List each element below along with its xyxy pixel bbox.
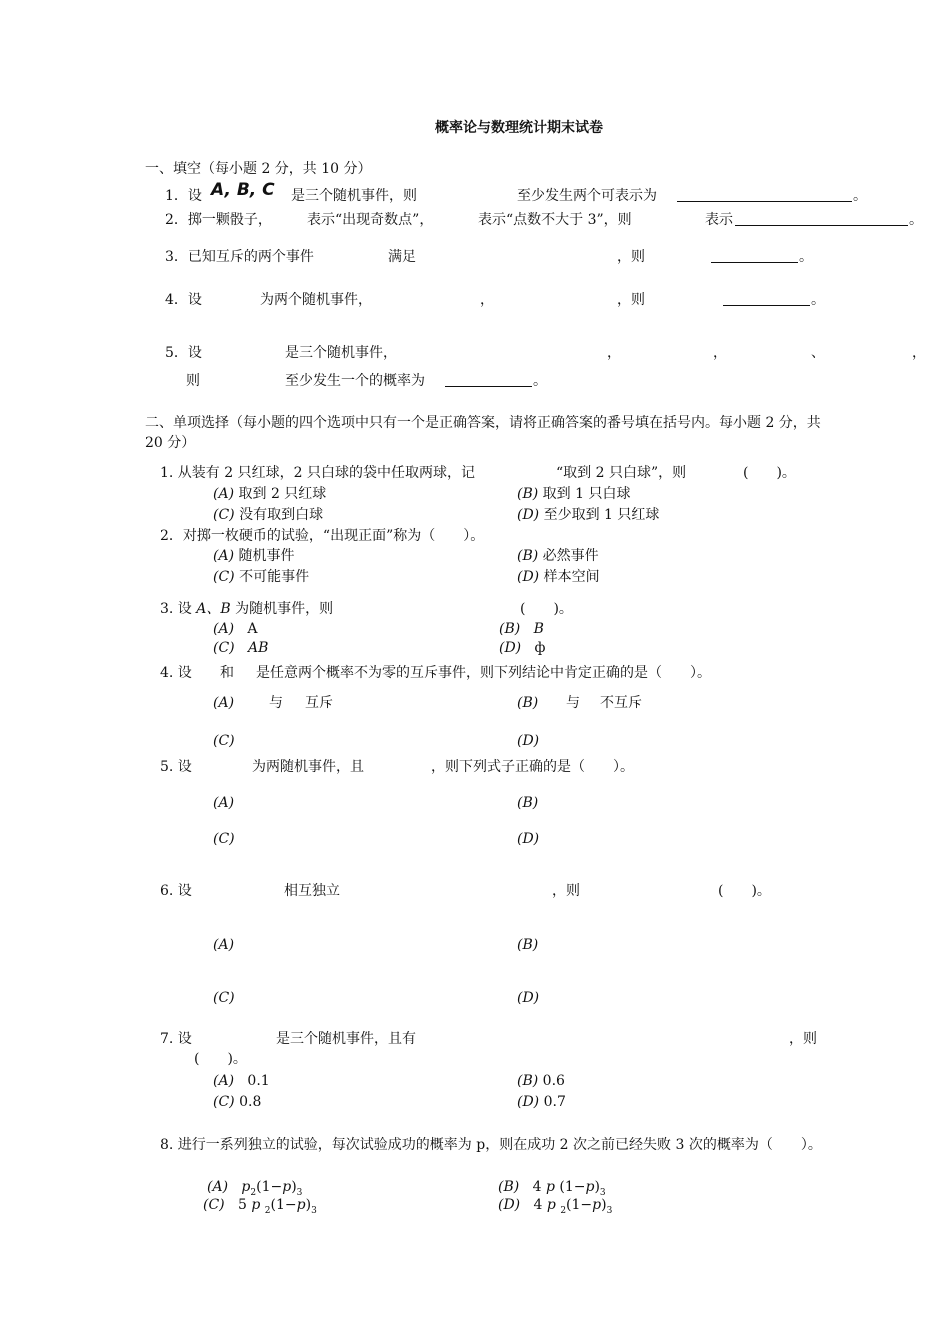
s1-q4-text-c: ，则 [617, 292, 645, 308]
s1-q5-line2-b: 至少发生一个的概率为 [285, 373, 425, 389]
s2-q4-text-a: 4. 设 [160, 665, 192, 681]
s2-q6-paren: ( )。 [718, 883, 771, 899]
s2-q4-option-b-text-b: 不互斥 [600, 695, 642, 711]
s1-q5-blank[interactable] [445, 374, 532, 387]
s1-q5-text-a: 是三个随机事件， [285, 345, 397, 361]
s2-q1-paren: ( )。 [743, 465, 796, 481]
s2-q1-option-b[interactable]: (B) 取到 1 只白球 [517, 486, 631, 502]
s2-q5-option-a[interactable]: (A) [213, 795, 235, 811]
s2-q7-option-d[interactable]: (D) 0.7 [517, 1094, 566, 1110]
s1-q3-number: 3．已知互斥的两个事件 [165, 249, 314, 265]
s2-q2-option-a[interactable]: (A) 随机事件 [213, 548, 295, 564]
s2-q8-option-d[interactable]: (D) 4 p $_2(1-p)_3$ [498, 1197, 613, 1216]
s2-q3-paren: ( )。 [520, 601, 573, 617]
s2-q4-option-c[interactable]: (C) [213, 733, 235, 749]
s1-q2-blank[interactable] [735, 213, 908, 226]
s1-q3-text-a: 满足 [388, 249, 416, 265]
s2-q2-option-c[interactable]: (C) 不可能事件 [213, 569, 310, 585]
s2-q3-option-b[interactable]: (B) B [499, 621, 544, 637]
s1-q2-end: 。 [909, 212, 923, 228]
s1-q4-text-a: 为两个随机事件， [260, 292, 372, 308]
s2-q7-text-a: 7. 设 [160, 1031, 192, 1047]
s1-q5-comma: ， [713, 345, 727, 361]
s2-q7-text-c: ，则 [789, 1031, 817, 1047]
s2-q1-text-b: “取到 2 只白球”，则 [556, 465, 687, 481]
s2-q6-text-a: 6. 设 [160, 883, 192, 899]
s2-q4-option-a-text-b: 互斥 [305, 695, 333, 711]
s2-q8-option-c[interactable]: (C) 5 p $_2(1-p)_3$ [203, 1197, 317, 1216]
s2-q5-option-b[interactable]: (B) [517, 795, 539, 811]
s2-q6-text-c: ，则 [552, 883, 580, 899]
s2-q1-option-c[interactable]: (C) 没有取到白球 [213, 507, 324, 523]
s1-q5-number: 5．设 [165, 345, 202, 361]
s2-q4-text-c: 是任意两个概率不为零的互斥事件，则下列结论中肯定正确的是（ ）。 [256, 665, 711, 681]
s2-q6-option-a[interactable]: (A) [213, 937, 235, 953]
page-title: 概率论与数理统计期末试卷 [435, 120, 603, 136]
s1-q4-number: 4．设 [165, 292, 202, 308]
s1-q5-comma: 、 [811, 345, 825, 361]
s2-q8-option-a[interactable]: (A) $p_2(1-p)_3$ [207, 1179, 303, 1198]
s2-q2-option-b[interactable]: (B) 必然事件 [517, 548, 599, 564]
s1-q3-blank[interactable] [711, 250, 798, 263]
s2-q4-option-b-text-a: 与 [566, 695, 580, 711]
s2-q5-text-b: 为两随机事件，且 [252, 759, 364, 775]
s2-q7-text-b: 是三个随机事件，且有 [276, 1031, 416, 1047]
s2-q7-option-b[interactable]: (B) 0.6 [517, 1073, 565, 1089]
s1-q5-comma: ， [912, 345, 926, 361]
s1-q3-end: 。 [799, 249, 813, 265]
s2-q4-option-a[interactable]: (A) [213, 695, 235, 711]
s2-q2-text: 2．对掷一枚硬币的试验，“出现正面”称为（ ）。 [160, 528, 485, 544]
s2-q1-option-a[interactable]: (A) 取到 2 只红球 [213, 486, 327, 502]
s1-q5-end: 。 [533, 373, 547, 389]
s2-q7-option-a[interactable]: (A) 0.1 [213, 1073, 270, 1089]
s2-q6-text-b: 相互独立 [284, 883, 340, 899]
s2-q5-option-d[interactable]: (D) [517, 831, 540, 847]
s1-q3-text-b: ，则 [617, 249, 645, 265]
s1-q1-number: 1．设 [165, 188, 202, 204]
s2-q7-option-c[interactable]: (C) 0.8 [213, 1094, 262, 1110]
section2-heading: 二、单项选择（每小题的四个选项中只有一个是正确答案，请将正确答案的番号填在括号内。每小题 2 分，共 [145, 415, 821, 431]
s1-q2-text-c: 表示 [705, 212, 733, 228]
section2-heading-cont: 20 分） [145, 435, 196, 451]
s1-q1-blank[interactable] [677, 189, 852, 202]
section1-heading: 一、填空（每小题 2 分，共 10 分） [145, 161, 372, 177]
s2-q4-text-b: 和 [220, 665, 234, 681]
s2-q7-paren: ( )。 [194, 1051, 247, 1067]
s1-q1-text-a: 是三个随机事件，则 [291, 188, 417, 204]
s2-q3-option-c[interactable]: (C) AB [213, 640, 269, 656]
s2-q3-option-a[interactable]: (A) A [213, 621, 258, 637]
s2-q6-option-d[interactable]: (D) [517, 990, 540, 1006]
s2-q5-option-c[interactable]: (C) [213, 831, 235, 847]
s2-q5-text-c: ，则下列式子正确的是（ ）。 [431, 759, 634, 775]
s1-q1-end: 。 [853, 188, 867, 204]
s1-q5-comma: ， [607, 345, 621, 361]
s1-q2-text-a: 表示“出现奇数点”， [307, 212, 434, 228]
s2-q6-option-b[interactable]: (B) [517, 937, 539, 953]
s2-q3-option-d[interactable]: (D) ф [499, 640, 546, 656]
s1-q2-text-b: 表示“点数不大于 3”，则 [478, 212, 632, 228]
s1-q1-events: A, B, C [211, 180, 275, 200]
s2-q4-option-a-text-a: 与 [269, 695, 283, 711]
s2-q6-option-c[interactable]: (C) [213, 990, 235, 1006]
s2-q5-text-a: 5. 设 [160, 759, 192, 775]
s1-q4-blank[interactable] [723, 293, 810, 306]
s2-q8-option-b[interactable]: (B) 4 p $(1-p)_3$ [498, 1179, 606, 1198]
s2-q2-option-d[interactable]: (D) 样本空间 [517, 569, 600, 585]
s1-q5-line2-a: 则 [186, 373, 200, 389]
s2-q4-option-b[interactable]: (B) [517, 695, 539, 711]
s2-q4-option-d[interactable]: (D) [517, 733, 540, 749]
s2-q3-text: 3. 设 A、B 为随机事件，则 [160, 601, 334, 617]
s1-q4-end: 。 [811, 292, 825, 308]
s2-q8-text: 8. 进行一系列独立的试验，每次试验成功的概率为 p，则在成功 2 次之前已经失败 3 次的概率为（ ）。 [160, 1137, 822, 1153]
s1-q4-text-b: ， [480, 292, 494, 308]
s1-q2-number: 2．掷一颗骰子， [165, 212, 272, 228]
s2-q1-option-d[interactable]: (D) 至少取到 1 只红球 [517, 507, 660, 523]
s1-q1-text-b: 至少发生两个可表示为 [517, 188, 657, 204]
s2-q1-text: 1. 从装有 2 只红球，2 只白球的袋中任取两球，记 [160, 465, 475, 481]
